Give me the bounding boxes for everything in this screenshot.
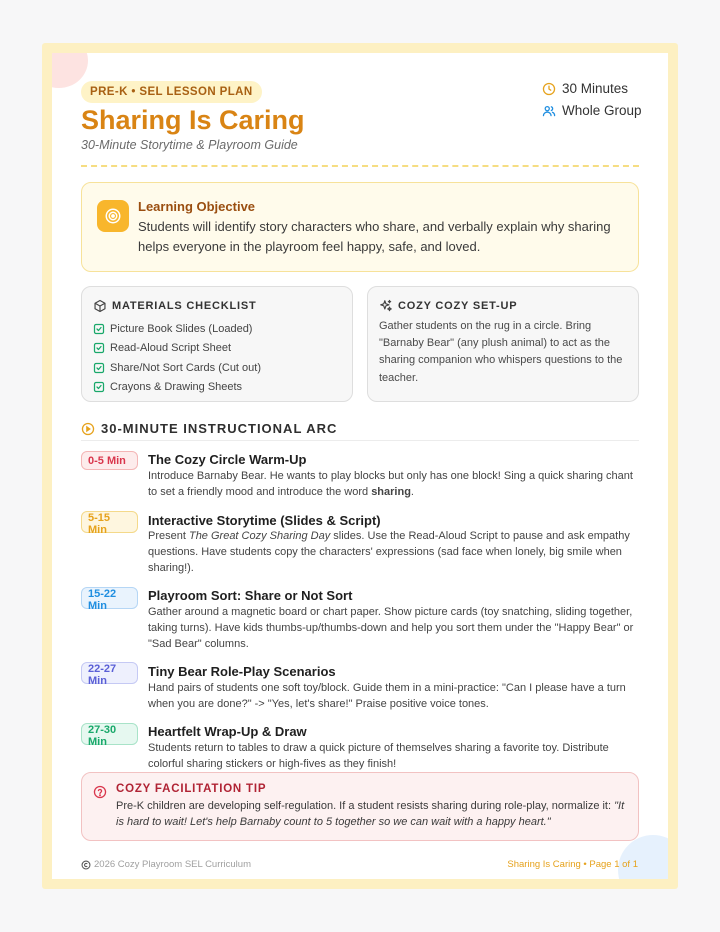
material-label: Share/Not Sort Cards (Cut out) bbox=[110, 361, 262, 374]
time-badge: 27-30 Min bbox=[81, 723, 138, 745]
setup-title-row bbox=[379, 299, 517, 313]
play-circle-icon bbox=[81, 422, 95, 436]
footer-left-text: 2026 Cozy Playroom SEL Curriculum bbox=[94, 859, 251, 870]
setup-title: COZY COZY SET-UP bbox=[398, 300, 518, 312]
time-badge: 5-15 Min bbox=[81, 511, 138, 533]
help-circle-icon bbox=[93, 785, 107, 799]
checkbox-icon bbox=[93, 362, 105, 374]
material-label: Read-Aloud Script Sheet bbox=[110, 342, 232, 355]
step-description: Present The Great Cozy Sharing Day slides. Use the Read-Aloud Script to pause and ask empathy questions. Have students copy the characters' expressions (sad face when lonely, big smile when sharing!). bbox=[148, 530, 630, 574]
materials-title-row bbox=[93, 299, 257, 313]
meta-group-label: Whole Group bbox=[562, 103, 642, 118]
checkbox-icon bbox=[93, 323, 105, 335]
list-item bbox=[93, 378, 261, 398]
checkbox-icon bbox=[93, 381, 105, 393]
copyright-icon bbox=[81, 860, 91, 870]
setup-card bbox=[367, 286, 639, 402]
lesson-plan-page bbox=[52, 53, 668, 879]
learning-objective-box bbox=[81, 182, 639, 272]
page-subtitle: 30-Minute Storytime & Playroom Guide bbox=[81, 138, 298, 152]
step-description: Hand pairs of students one soft toy/block. Guide them in a mini-practice: "Can I please have a turn when you are done?" -> "Yes, let's share!" Praise positive voice tones. bbox=[148, 682, 626, 710]
time-badge: 22-27 Min bbox=[81, 662, 138, 684]
tip-title: COZY FACILITATION TIP bbox=[116, 783, 267, 795]
step-description: Gather around a magnetic board or chart paper. Show picture cards (toy snatching, sliding together, taking turns). Have kids thumbs-up/thumbs-down and help you sort them under the "Happy Bear" or "Sad Bear" columns. bbox=[148, 606, 634, 650]
arc-title: 30-MINUTE INSTRUCTIONAL ARC bbox=[101, 421, 338, 436]
list-item bbox=[93, 339, 261, 359]
time-badge: 0-5 Min bbox=[81, 451, 138, 470]
list-item bbox=[93, 319, 261, 339]
decorative-blob-bottom-right bbox=[618, 835, 668, 879]
material-label: Picture Book Slides (Loaded) bbox=[110, 322, 253, 335]
objective-title: Learning Objective bbox=[138, 199, 256, 214]
step-title: Playroom Sort: Share or Not Sort bbox=[148, 588, 353, 603]
arc-section-title bbox=[81, 421, 337, 436]
sparkles-icon bbox=[379, 299, 393, 313]
page-title: Sharing Is Caring bbox=[81, 105, 305, 135]
meta-group bbox=[542, 103, 642, 118]
lesson-tag: PRE-K • SEL LESSON PLAN bbox=[81, 81, 262, 103]
time-badge: 15-22 Min bbox=[81, 587, 138, 609]
materials-list bbox=[93, 319, 261, 397]
tip-text: Pre-K children are developing self-regulation. If a student resists sharing during role-play, normalize it: "It is hard to wait! Let's help Barnaby count to 5 together so we can wait with a happy heart." bbox=[116, 800, 625, 828]
clock-icon bbox=[542, 82, 556, 96]
meta-duration bbox=[542, 81, 628, 96]
step-description: Students return to tables to draw a quick picture of themselves sharing a favorite toy. Distribute colorful sharing stickers or high-fives as they finish! bbox=[148, 742, 609, 770]
setup-text: Gather students on the rug in a circle. Bring "Barnaby Bear" (any plush animal) to act as the sharing companion who whispers questions to the teacher. bbox=[379, 320, 623, 384]
step-description: Introduce Barnaby Bear. He wants to play blocks but only has one block! Sing a quick sharing chant to set a friendly mood and introduce the word sharing. bbox=[148, 470, 633, 498]
box-icon bbox=[93, 299, 107, 313]
decorative-blob-top-left bbox=[52, 53, 88, 88]
objective-text: Students will identify story characters who share, and verbally explain why sharing helps everyone in the playroom feel happy, safe, and loved. bbox=[138, 219, 611, 254]
meta-duration-label: 30 Minutes bbox=[562, 81, 629, 96]
materials-checklist-card bbox=[81, 286, 353, 402]
footer-page-label: Sharing Is Caring • Page 1 of 1 bbox=[507, 859, 638, 870]
footer-copyright bbox=[81, 859, 251, 870]
materials-title: MATERIALS CHECKLIST bbox=[112, 300, 257, 312]
step-title: Heartfelt Wrap-Up & Draw bbox=[148, 724, 307, 739]
header-divider bbox=[81, 165, 639, 167]
step-title: Interactive Storytime (Slides & Script) bbox=[148, 513, 381, 528]
step-title: The Cozy Circle Warm-Up bbox=[148, 452, 307, 467]
step-title: Tiny Bear Role-Play Scenarios bbox=[148, 664, 336, 679]
facilitation-tip-box bbox=[81, 772, 639, 841]
list-item bbox=[93, 358, 261, 378]
target-icon bbox=[97, 200, 129, 232]
checkbox-icon bbox=[93, 342, 105, 354]
material-label: Crayons & Drawing Sheets bbox=[110, 381, 243, 394]
users-icon bbox=[542, 104, 556, 118]
arc-divider bbox=[81, 440, 639, 441]
